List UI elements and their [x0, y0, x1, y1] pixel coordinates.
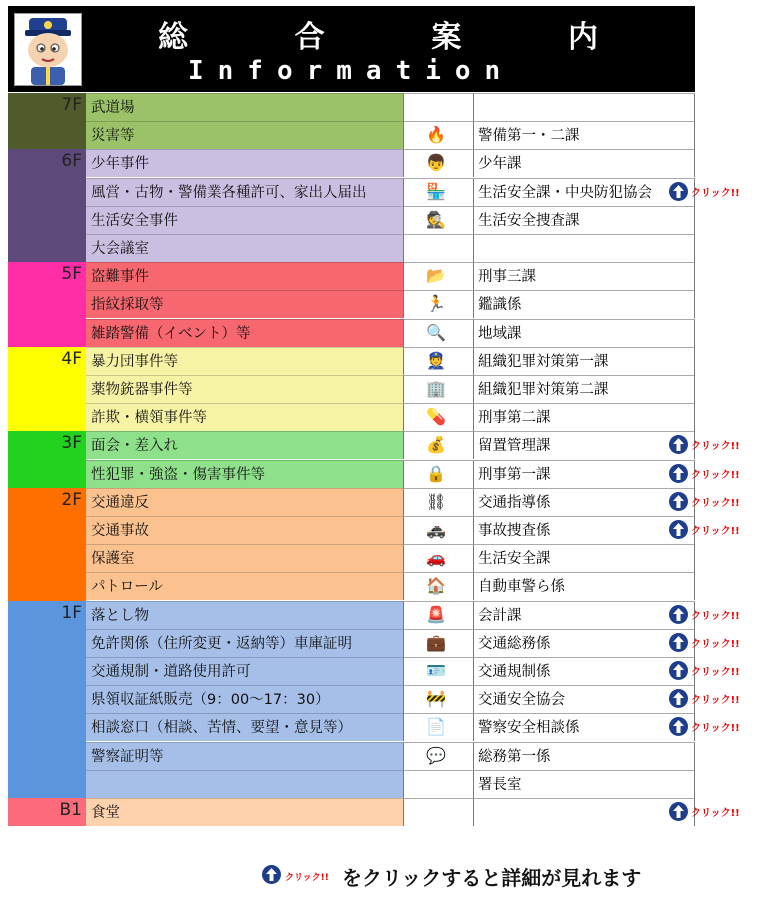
details-link[interactable]: [669, 492, 760, 512]
illustration-glyph-icon: 💼: [426, 632, 446, 652]
row-department: 警察安全相談係: [474, 713, 695, 741]
row-department: [474, 234, 695, 262]
department-illustration-icon: [404, 713, 474, 741]
details-link[interactable]: [669, 802, 760, 822]
row-name: 性犯罪・強盗・傷害事件等: [86, 460, 404, 488]
row-name: 交通事故: [86, 516, 404, 544]
row-name: 武道場: [86, 93, 404, 121]
floor-cell: [8, 488, 86, 601]
floor-label: 5F: [61, 264, 82, 285]
department-illustration-icon: [404, 178, 474, 206]
floor-label: 6F: [61, 151, 82, 172]
row-department: 総務第一係: [474, 742, 695, 770]
row-name: 暴力団事件等: [86, 347, 404, 375]
department-illustration-icon: [404, 375, 474, 403]
up-arrow-icon[interactable]: [669, 464, 688, 483]
floor-cell: [8, 262, 86, 347]
row-department: [474, 798, 695, 826]
details-link-label[interactable]: クリック!!: [691, 497, 740, 509]
title-english: Information: [188, 56, 515, 86]
row-name: 保護室: [86, 544, 404, 572]
details-link[interactable]: [669, 520, 760, 540]
department-illustration-icon: [404, 629, 474, 657]
legend: [262, 858, 702, 892]
row-department: 刑事第二課: [474, 403, 695, 431]
row-department: 刑事三課: [474, 262, 695, 290]
row-name: パトロール: [86, 572, 404, 600]
illustration-glyph-icon: 🔥: [426, 125, 446, 145]
row-department: 交通指導係: [474, 488, 695, 516]
row-name: [86, 770, 404, 798]
up-arrow-icon[interactable]: [669, 435, 688, 454]
floor-label: 3F: [61, 433, 82, 454]
row-name: 指紋採取等: [86, 290, 404, 318]
details-link-label[interactable]: クリック!!: [691, 723, 740, 735]
row-name: 落とし物: [86, 601, 404, 629]
details-link-label[interactable]: クリック!!: [691, 187, 740, 199]
up-arrow-icon[interactable]: [669, 182, 688, 201]
details-link-label[interactable]: クリック!!: [691, 808, 740, 819]
row-department: 交通規制係: [474, 657, 695, 685]
up-arrow-icon[interactable]: [669, 492, 688, 511]
row-department: 刑事第一課: [474, 460, 695, 488]
department-illustration-icon: [404, 121, 474, 149]
department-illustration-icon: [404, 347, 474, 375]
illustration-glyph-icon: 💰: [426, 435, 446, 455]
details-link[interactable]: [669, 435, 760, 455]
details-link-label[interactable]: クリック!!: [691, 441, 740, 453]
department-illustration-icon: [404, 93, 474, 121]
title-japanese: [158, 12, 598, 56]
floor-cell: [8, 431, 86, 487]
illustration-glyph-icon: 🔒: [426, 463, 446, 483]
row-name: 薬物銃器事件等: [86, 375, 404, 403]
row-name: 交通規制・道路使用許可: [86, 657, 404, 685]
department-illustration-icon: [404, 149, 474, 177]
row-name: 雑踏警備（イベント）等: [86, 319, 404, 347]
department-illustration-icon: [404, 234, 474, 262]
row-department: 組織犯罪対策第二課: [474, 375, 695, 403]
row-name: 生活安全事件: [86, 206, 404, 234]
illustration-glyph-icon: 👦: [426, 153, 446, 173]
title-char: 案: [431, 20, 462, 55]
row-name: 交通違反: [86, 488, 404, 516]
row-department: 会計課: [474, 601, 695, 629]
floor-cell: [8, 149, 86, 262]
header-banner: [8, 6, 695, 92]
row-name: 面会・差入れ: [86, 431, 404, 459]
department-illustration-icon: [404, 431, 474, 459]
legend-text: をクリックすると詳細が見れます: [342, 866, 642, 890]
illustration-glyph-icon: 💊: [426, 407, 446, 427]
up-arrow-icon[interactable]: [669, 633, 688, 652]
up-arrow-icon: [262, 865, 281, 884]
row-department: 交通総務係: [474, 629, 695, 657]
illustration-glyph-icon: 🚨: [426, 604, 446, 624]
row-department: 生活安全課: [474, 544, 695, 572]
details-link-label[interactable]: クリック!!: [691, 638, 740, 650]
department-illustration-icon: [404, 770, 474, 798]
title-char: 内: [567, 20, 598, 55]
details-link[interactable]: [669, 633, 760, 653]
floor-cell: [8, 347, 86, 432]
up-arrow-icon[interactable]: [669, 661, 688, 680]
details-link[interactable]: [669, 605, 760, 625]
details-link-label[interactable]: クリック!!: [691, 695, 740, 707]
department-illustration-icon: [404, 290, 474, 318]
illustration-glyph-icon: 🚗: [426, 548, 446, 568]
details-link-label[interactable]: クリック!!: [691, 610, 740, 622]
row-department: 自動車警ら係: [474, 572, 695, 600]
up-arrow-icon[interactable]: [669, 802, 688, 821]
illustration-glyph-icon: 🏢: [426, 379, 446, 398]
row-department: 地域課: [474, 319, 695, 347]
illustration-glyph-icon: ⛓: [426, 491, 447, 511]
row-department: 組織犯罪対策第一課: [474, 347, 695, 375]
details-link[interactable]: [669, 182, 760, 202]
details-link[interactable]: [669, 689, 760, 709]
row-department: 交通安全協会: [474, 685, 695, 713]
floor-label: 2F: [61, 489, 82, 510]
row-name: 食堂: [86, 798, 404, 826]
illustration-glyph-icon: 🏪: [426, 181, 446, 201]
illustration-glyph-icon: 🏠: [426, 576, 446, 596]
row-department: 生活安全捜査課: [474, 206, 695, 234]
row-name: 詐欺・横領事件等: [86, 403, 404, 431]
illustration-glyph-icon: 🔍: [426, 322, 446, 342]
illustration-glyph-icon: 🪪: [426, 661, 446, 680]
row-department: [474, 93, 695, 121]
details-link[interactable]: [669, 661, 760, 681]
legend-link-label: クリック!!: [285, 873, 329, 883]
illustration-glyph-icon: 💬: [426, 745, 446, 765]
department-illustration-icon: [404, 572, 474, 600]
row-department: 事故捜査係: [474, 516, 695, 544]
department-illustration-icon: [404, 319, 474, 347]
department-illustration-icon: [404, 657, 474, 685]
row-name: 相談窓口（相談、苦情、要望・意見等）: [86, 713, 404, 741]
illustration-glyph-icon: 🕵: [426, 209, 446, 229]
row-name: 警察証明等: [86, 742, 404, 770]
up-arrow-icon[interactable]: [669, 689, 688, 708]
department-illustration-icon: [404, 601, 474, 629]
department-illustration-icon: [404, 460, 474, 488]
row-name: 災害等: [86, 121, 404, 149]
illustration-glyph-icon: 🚧: [426, 689, 446, 709]
illustration-glyph-icon: 📄: [426, 717, 446, 737]
department-illustration-icon: [404, 206, 474, 234]
floor-label: 4F: [61, 348, 82, 369]
illustration-glyph-icon: 🏃: [426, 294, 446, 314]
floor-cell: [8, 798, 86, 826]
up-arrow-icon[interactable]: [669, 520, 688, 539]
details-link-label[interactable]: クリック!!: [691, 667, 740, 678]
details-link[interactable]: [669, 717, 760, 737]
row-name: 少年事件: [86, 149, 404, 177]
row-department: 少年課: [474, 149, 695, 177]
floor-label: 1F: [61, 602, 82, 623]
illustration-glyph-icon: 👮: [426, 350, 446, 370]
row-department: 署長室: [474, 770, 695, 798]
row-name: 免許関係（住所変更・返納等）車庫証明: [86, 629, 404, 657]
row-name: 県領収証紙販売（9：00～17：30）: [86, 685, 404, 713]
row-department: 留置管理課: [474, 431, 695, 459]
up-arrow-icon[interactable]: [669, 717, 688, 736]
department-illustration-icon: [404, 742, 474, 770]
department-illustration-icon: [404, 488, 474, 516]
details-link-label[interactable]: クリック!!: [691, 469, 740, 481]
department-illustration-icon: [404, 403, 474, 431]
details-link[interactable]: [669, 464, 760, 484]
department-illustration-icon: [404, 685, 474, 713]
row-department: 警備第一・二課: [474, 121, 695, 149]
department-illustration-icon: [404, 262, 474, 290]
details-link-label[interactable]: クリック!!: [691, 526, 740, 537]
illustration-glyph-icon: 📂: [426, 266, 446, 286]
department-illustration-icon: [404, 516, 474, 544]
row-name: 風営・古物・警備業各種許可、家出人届出: [86, 178, 404, 206]
floor-label: B1: [59, 800, 82, 820]
up-arrow-icon[interactable]: [669, 605, 688, 624]
row-name: 盗難事件: [86, 262, 404, 290]
title-char: 総: [158, 20, 188, 55]
floor-label: 7F: [61, 95, 82, 115]
floor-cell: [8, 93, 86, 149]
illustration-glyph-icon: 🚓: [426, 520, 446, 539]
title-char: 合: [294, 20, 325, 55]
floor-cell: [8, 601, 86, 798]
department-illustration-icon: [404, 798, 474, 826]
department-illustration-icon: [404, 544, 474, 572]
row-department: 鑑識係: [474, 290, 695, 318]
row-name: 大会議室: [86, 234, 404, 262]
row-department: 生活安全課・中央防犯協会: [474, 178, 695, 206]
police-mascot-icon: [14, 13, 82, 86]
